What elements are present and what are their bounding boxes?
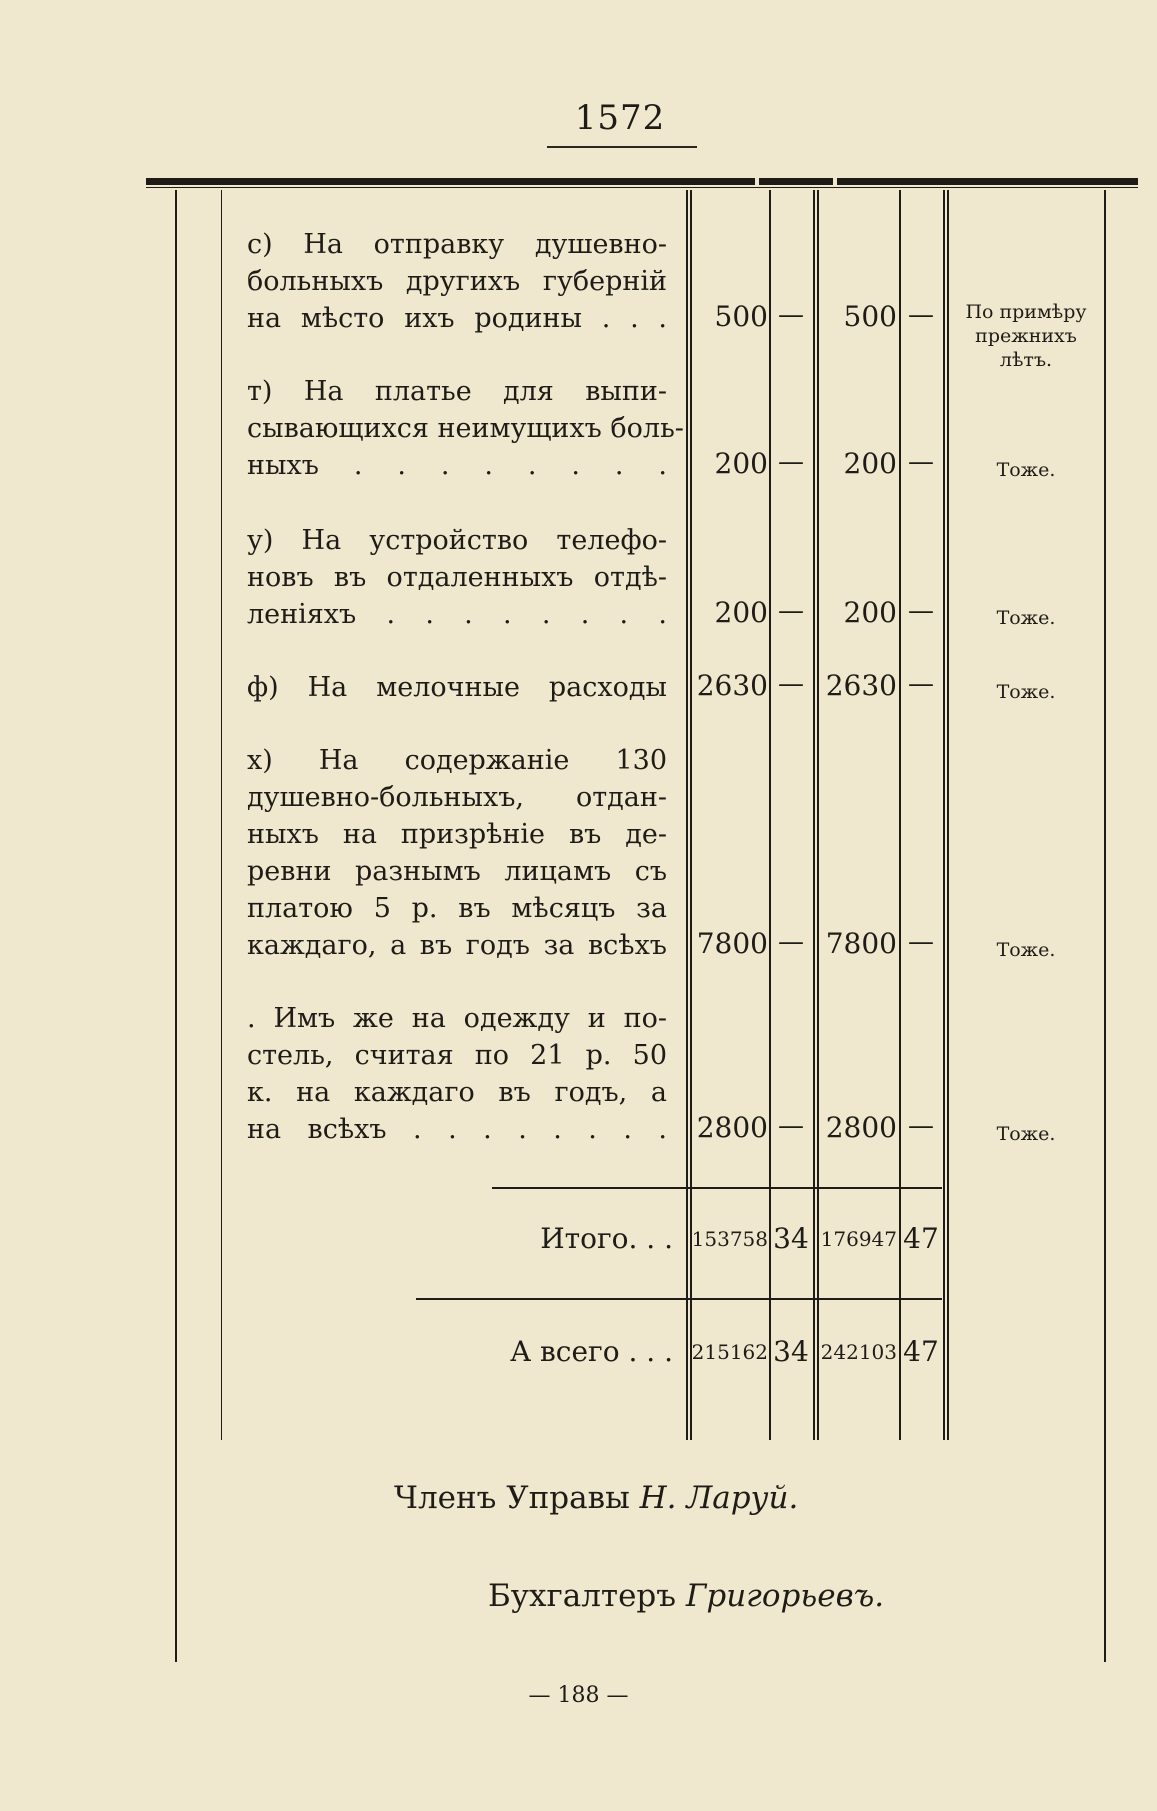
- col-line-amount2-left: [813, 190, 815, 1440]
- item-u-kop-1: —: [778, 596, 804, 626]
- top-rule-thin: [146, 187, 1138, 188]
- item-t-note: Тоже.: [996, 459, 1056, 481]
- signature-accountant: [488, 1578, 884, 1614]
- subtotal-label: Итого. . .: [540, 1222, 673, 1255]
- item-t-kop-1: —: [778, 447, 804, 477]
- item-t-kop-2: —: [908, 447, 934, 477]
- signature-member: [394, 1480, 798, 1516]
- grand-total-amount-1: 215162: [691, 1340, 768, 1364]
- item-t: т) На платье для выпи- сывающихся неимущихъ боль- ныхъ . . . . . . . .: [247, 376, 684, 481]
- item-clothing: . Имъ же на одежду и по- стель, считая по 21 р. 50 к. на каждаго въ годъ, а на всѣхъ . . . . . . . .: [247, 1003, 667, 1145]
- grand-total-rule: [416, 1298, 942, 1300]
- item-u-kop-2: —: [908, 596, 934, 626]
- item-kh-kop-1: —: [778, 927, 804, 957]
- page-number-top: 1572: [574, 98, 666, 138]
- signature-accountant-title: Бухгалтеръ: [488, 1578, 676, 1614]
- item-u-amount-2: 200: [843, 596, 897, 629]
- item-f-note: Тоже.: [996, 681, 1056, 703]
- item-s-note: По примѣру прежнихъ лѣтъ.: [965, 301, 1087, 371]
- col-line-amount1-left: [686, 190, 688, 1440]
- top-rule-left: [146, 178, 755, 185]
- top-rule-right: [837, 178, 1138, 185]
- item-f-kop-2: —: [908, 669, 934, 699]
- item-f-amount-2: 2630: [825, 669, 897, 702]
- item-s-amount-2: 500: [843, 300, 897, 333]
- grand-total-label: А всего . . .: [509, 1335, 673, 1368]
- item-f: ф) На мелочные расходы: [247, 672, 667, 703]
- item-kh-amount-1: 7800: [696, 927, 768, 960]
- item-kh-amount-2: 7800: [825, 927, 897, 960]
- page-number-bottom: — 188 —: [528, 1683, 629, 1708]
- item-s-amount-1: 500: [714, 300, 768, 333]
- item-t-amount-1: 200: [714, 447, 768, 480]
- col-line-amount2-left-b: [817, 190, 819, 1440]
- item-kh-kop-2: —: [908, 927, 934, 957]
- item-s-kop-1: —: [778, 300, 804, 330]
- item-f-amount-1: 2630: [696, 669, 768, 702]
- item-clothing-note: Тоже.: [996, 1123, 1056, 1145]
- item-clothing-kop-1: —: [778, 1111, 804, 1141]
- col-line-outer-right: [1104, 190, 1106, 1662]
- item-u: у) На устройство телефо- новъ въ отдаленныхъ отдѣ- леніяхъ . . . . . . . .: [247, 525, 667, 630]
- item-t-amount-2: 200: [843, 447, 897, 480]
- item-clothing-amount-1: 2800: [696, 1111, 768, 1144]
- item-clothing-amount-2: 2800: [825, 1111, 897, 1144]
- subtotal-kop-2: 47: [903, 1222, 939, 1255]
- signature-member-name: Н. Ларуй.: [639, 1480, 799, 1516]
- item-kh: х) На содержаніе 130 душевно-больныхъ, отдан- ныхъ на призрѣніе въ де- ревни разнымъ лицамъ съ платою 5 р. въ мѣсяцъ за каждаго, а въ годъ за всѣхъ: [247, 745, 667, 961]
- item-kh-note: Тоже.: [996, 939, 1056, 961]
- signature-accountant-name: Григорьевъ.: [685, 1578, 885, 1614]
- col-line-label-left: [221, 190, 222, 1440]
- subtotal-kop-1: 34: [773, 1222, 809, 1255]
- col-line-note-left-b: [947, 190, 949, 1440]
- subtotal-amount-1: 153758: [691, 1227, 768, 1251]
- col-line-note-left: [943, 190, 945, 1440]
- col-line-outer-left: [175, 190, 177, 1662]
- subtotal-rule: [492, 1187, 942, 1189]
- grand-total-kop-2: 47: [903, 1335, 939, 1368]
- item-s: с) На отправку душевно- больныхъ другихъ губерній на мѣсто ихъ родины . . .: [247, 229, 667, 334]
- header-rule: [547, 146, 697, 148]
- item-clothing-kop-2: —: [908, 1111, 934, 1141]
- item-u-note: Тоже.: [996, 607, 1056, 629]
- top-rule-mid: [759, 178, 833, 185]
- grand-total-kop-1: 34: [773, 1335, 809, 1368]
- subtotal-amount-2: 176947: [820, 1227, 897, 1251]
- col-line-amount1-left-b: [690, 190, 692, 1440]
- item-f-kop-1: —: [778, 669, 804, 699]
- item-u-amount-1: 200: [714, 596, 768, 629]
- grand-total-amount-2: 242103: [820, 1340, 897, 1364]
- signature-member-title: Членъ Управы: [394, 1480, 630, 1516]
- item-s-kop-2: —: [908, 300, 934, 330]
